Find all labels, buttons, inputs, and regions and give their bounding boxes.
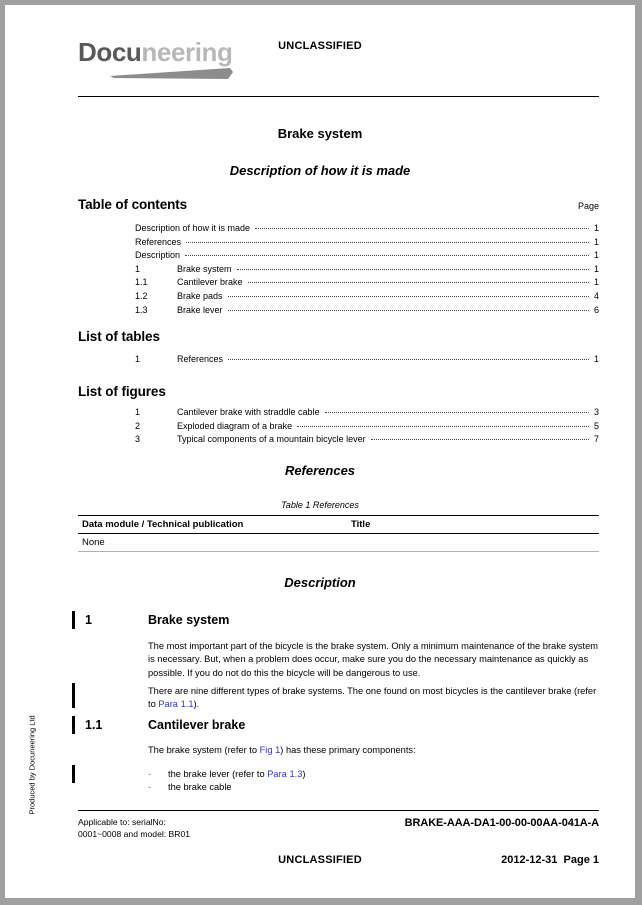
table-cell: [347, 534, 599, 552]
xref-para-1-1[interactable]: Para 1.1: [158, 699, 194, 710]
list-item-text: [168, 781, 232, 794]
toc-entry-page: 7: [593, 434, 599, 445]
table-header-row: [78, 516, 599, 534]
list-item-text-before: the brake lever (refer to: [168, 769, 268, 779]
toc-entry-page: 4: [593, 290, 599, 301]
bullet-dash-icon: -: [148, 782, 152, 793]
data-module-code: BRAKE-AAA-DA1-00-00-00AA-041A-A: [404, 817, 599, 829]
toc-leader-dots: [297, 417, 589, 427]
toc-entry-page: 1: [593, 250, 599, 261]
list-of-figures-heading: List of figures: [78, 384, 166, 399]
toc-leader-dots: [325, 403, 589, 413]
toc-entry-page: 1: [593, 354, 599, 364]
toc-entry-page: 1: [593, 236, 599, 247]
table-caption: Table 1 References: [281, 500, 359, 510]
para-1-text-2-after: ).: [193, 699, 200, 710]
toc-entry-title: Cantilever brake: [177, 277, 243, 288]
side-imprint-text: Produced by Docuneering Ltd: [27, 715, 37, 815]
toc-entry-title: References: [135, 236, 182, 247]
list-item: [148, 781, 599, 794]
table-cell: None: [78, 534, 347, 552]
applicability-line-2: 0001~0008 and model: BR01: [78, 828, 191, 839]
para-1-text-2-before: There are nine different types of brake systems. The one found on most bicycles is the cantilever brake (refer to: [148, 686, 597, 710]
page-subtitle: Description of how it is made: [229, 163, 411, 178]
toc-entry-page: 1: [593, 223, 599, 233]
toc-entry[interactable]: [135, 352, 599, 366]
header-divider: [78, 96, 599, 97]
para-1-1-lead-before: The brake system (refer to: [148, 745, 260, 755]
toc-entry-number: 1: [135, 263, 141, 274]
logo-word-light: neering: [141, 37, 233, 67]
xref-link[interactable]: Para 1.3: [267, 769, 303, 779]
references-table-body: [78, 534, 599, 552]
document-page: [5, 5, 635, 898]
classification-footer: UNCLASSIFIED: [278, 854, 362, 866]
toc-entry[interactable]: [135, 303, 599, 317]
toc-entry-page: 1: [593, 263, 599, 274]
bullet-dash-icon: -: [148, 769, 152, 779]
toc-entry-page: 1: [593, 277, 599, 288]
heading-title-1: Brake system: [148, 613, 230, 627]
toc-entry-number: 1.2: [135, 290, 148, 301]
footer-page-number: Page 1: [563, 854, 599, 866]
page-header: [5, 5, 635, 97]
references-part-title: References: [284, 463, 356, 478]
change-bar: [72, 683, 75, 708]
toc-entry-number: 1: [135, 407, 141, 417]
toc-entry-number: 2: [135, 420, 141, 431]
toc-entry[interactable]: [135, 432, 599, 446]
toc-entry-number: 1.1: [135, 277, 148, 288]
footer-divider: [78, 810, 599, 811]
toc-entry-title: Cantilever brake with straddle cable: [177, 407, 320, 417]
toc-leader-dots: [228, 301, 589, 311]
toc-entry-title: Brake lever: [177, 304, 223, 315]
toc-entry-number: 1: [135, 354, 141, 364]
column-header-data-module: Data module / Technical publication: [78, 516, 347, 534]
toc-leader-dots: [237, 260, 589, 270]
applicability-block: [78, 817, 190, 840]
list-item-text-before: the brake cable: [168, 782, 232, 793]
toc-leader-dots: [185, 246, 589, 256]
toc-entry-number: 3: [135, 434, 141, 445]
toc-entry-title: Brake system: [177, 263, 232, 274]
table-row: [78, 534, 599, 552]
logo-swoosh-icon: [110, 68, 233, 79]
toc-leader-dots: [186, 233, 589, 243]
page-title: Brake system: [277, 126, 363, 141]
list-item: [148, 768, 599, 781]
logo-word-dark: Docu: [78, 37, 142, 67]
para-1-text-2: [148, 685, 599, 712]
toc-entry-title: Brake pads: [177, 290, 223, 301]
para-1-1-lead-text: [148, 744, 599, 757]
toc-entry-page: 5: [593, 420, 599, 431]
change-bar: [72, 765, 75, 783]
description-part-title: Description: [284, 575, 356, 590]
change-bar: [72, 611, 75, 629]
toc-leader-dots: [228, 287, 589, 297]
toc-leader-dots: [371, 430, 589, 440]
toc-entry-title: Description of how it is made: [135, 223, 251, 233]
heading-number-1: 1: [85, 613, 92, 627]
toc-entry-title: Typical components of a mountain bicycle lever: [177, 434, 366, 445]
column-header-title: Title: [347, 516, 599, 534]
list-of-figures: [135, 405, 599, 446]
xref-fig-1[interactable]: Fig 1: [259, 745, 281, 755]
toc-leader-dots: [228, 350, 589, 360]
list-item-text: [168, 768, 305, 781]
heading-title-1-1: Cantilever brake: [148, 718, 246, 732]
toc-heading: Table of contents: [78, 197, 188, 212]
para-1-text: The most important part of the bicycle is the brake system. Only a minimum maintenance of the brake system is necessary. But, when a problem does occur, make sure you do the necessary maintenance as quickly as possible. If you do not do this the bicycle will be dangerous to use.: [148, 641, 599, 678]
heading-number-1-1: 1.1: [85, 718, 103, 732]
toc-entry-title: Description: [135, 250, 181, 261]
toc-leader-dots: [255, 219, 589, 229]
toc-leader-dots: [248, 273, 589, 283]
list-of-tables: [135, 352, 599, 366]
para-1-1-lead-after: ) has these primary components:: [280, 745, 416, 755]
table-of-contents: [135, 221, 599, 316]
list-item-text-after: ): [302, 769, 306, 779]
toc-page-label: Page: [577, 201, 599, 211]
toc-entry-page: 6: [593, 304, 599, 315]
toc-entry-title: Exploded diagram of a brake: [177, 420, 293, 431]
toc-entry-number: 1.3: [135, 304, 148, 315]
list-of-tables-heading: List of tables: [78, 329, 160, 344]
references-table: [78, 515, 599, 552]
classification-header: UNCLASSIFIED: [278, 40, 362, 52]
component-bullet-list: [148, 768, 599, 795]
change-bar: [72, 716, 75, 734]
footer-date: 2012-12-31: [501, 854, 558, 866]
footer-date-page: [501, 854, 599, 866]
applicability-line-1: Applicable to: serialNo:: [78, 817, 166, 827]
toc-entry-page: 3: [593, 407, 599, 417]
toc-entry-title: References: [177, 354, 224, 364]
